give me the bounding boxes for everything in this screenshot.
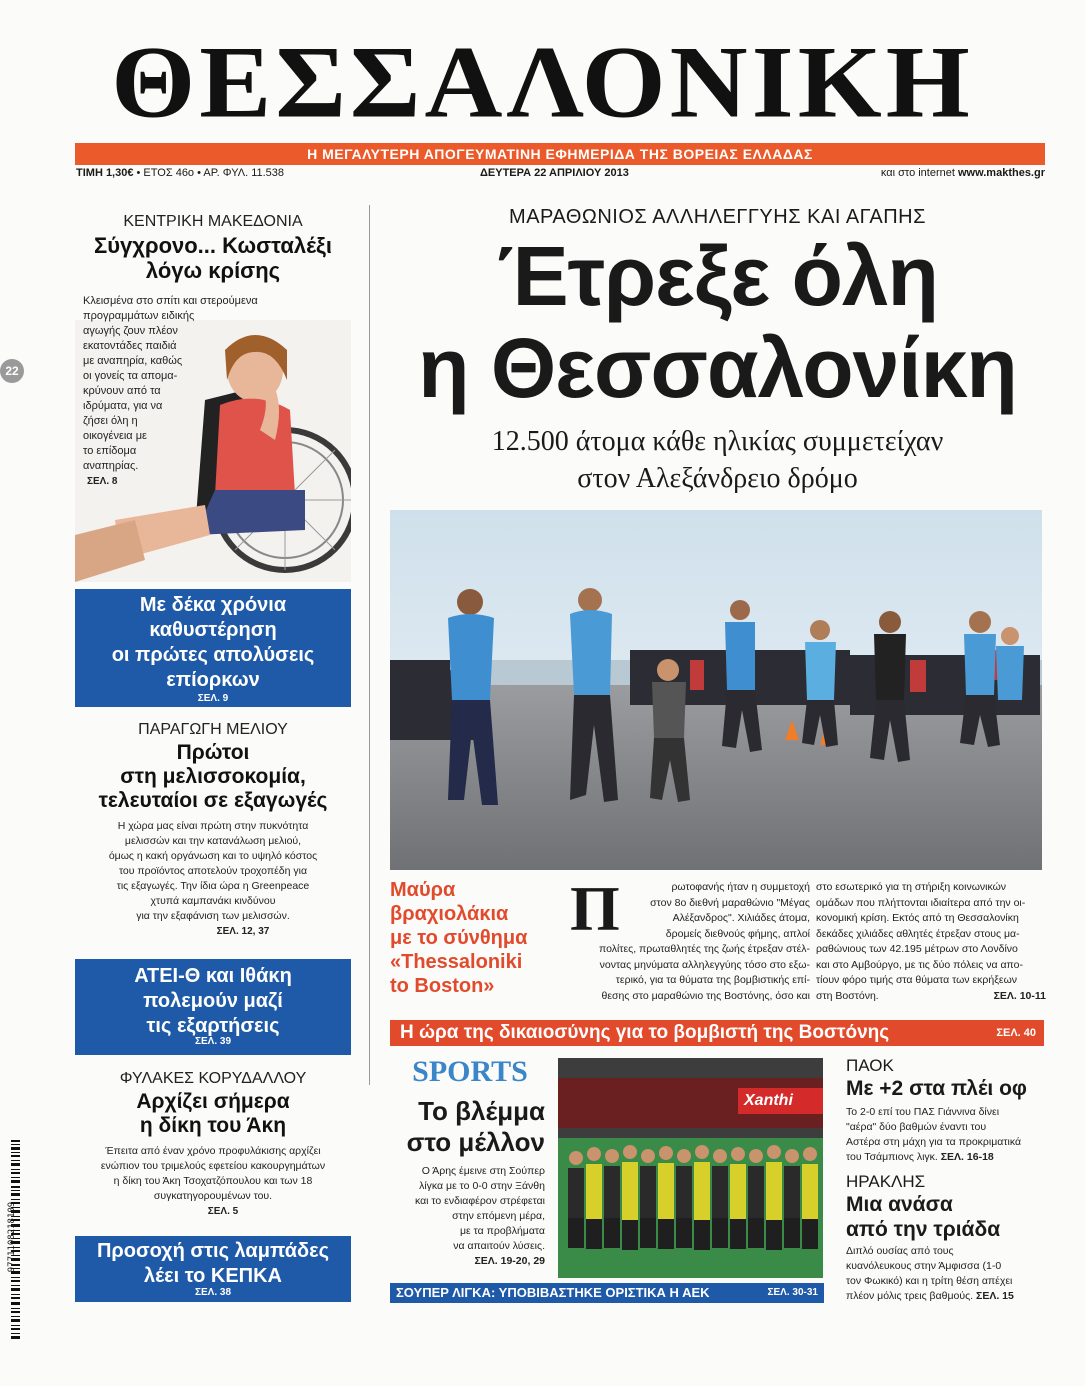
main-body-line: στη Βοστόνη. (816, 989, 879, 1002)
paok-body-last-line (846, 1150, 1046, 1165)
page-number-badge: 22 (0, 359, 24, 383)
box1-line: Με δέκα χρόνια (139, 594, 287, 616)
boston-bomber-headline: Η ώρα της δικαιοσύνης για το βομβιστή της Βοστόνης (400, 1022, 890, 1043)
main-body-line: τερικό, για τα θύματα της βομβιστικής επί- (615, 974, 810, 986)
story1-kicker: ΚΕΝΤΡΙΚΗ ΜΑΚΕΔΟΝΙΑ (123, 213, 303, 230)
story2-headline-line[interactable]: τελευταίοι σε εξαγωγές (98, 789, 328, 812)
story3-body-line: Έπειτα από έναν χρόνο προφυλάκισης αρχίζει (105, 1145, 321, 1157)
story3-body (75, 1144, 351, 1219)
box-epiorkoi[interactable] (75, 589, 351, 707)
box3-line: Προσοχή στις λαμπάδες (96, 1240, 330, 1262)
paok-page-ref[interactable]: ΣΕΛ. 16-18 (940, 1151, 994, 1163)
story1-body-line: αναπηρίας. (83, 460, 139, 472)
story1-body-line: με αναπηρία, καθώς (83, 355, 183, 367)
paok-body (846, 1105, 1046, 1165)
story1-headline-line2[interactable]: λόγω κρίσης (145, 258, 281, 283)
story2-body-line: όμως η κακή οργάνωση και το υψηλό κόστος (108, 850, 318, 862)
drop-cap: Π (570, 873, 620, 944)
sports-body (390, 1164, 545, 1269)
tagline-bar: Η ΜΕΓΑΛΥΤΕΡΗ ΑΠΟΓΕΥΜΑΤΙΝΗ ΕΦΗΜΕΡΙΔΑ ΤΗΣ ΒΟΡΕΙΑΣ ΕΛΛΑΔΑΣ (75, 143, 1045, 165)
box1-page-ref: ΣΕΛ. 9 (197, 693, 229, 704)
sports-logo: SPORTS (412, 1055, 528, 1088)
story2-headline-line[interactable]: στη μελισσοκομία, (120, 765, 306, 788)
story2-kicker: ΠΑΡΑΓΩΓΗ ΜΕΛΙΟΥ (138, 721, 288, 738)
website-prefix: και στο internet (880, 167, 958, 179)
iraklis-page-ref[interactable]: ΣΕΛ. 15 (976, 1290, 1014, 1302)
story1-body-line: οι γονείς τα απομα- (83, 370, 178, 382)
sports-body-line: λίγκα με το 0-0 στην Ξάνθη (419, 1180, 545, 1192)
price: ΤΙΜΗ 1,30€ (76, 167, 134, 179)
story3-page-ref[interactable]: ΣΕΛ. 5 (207, 1206, 239, 1217)
main-body-col1-text (570, 873, 810, 1004)
story3-body-line: ενώπιον του τριμελούς εφετείου κακουργημάτων (100, 1160, 326, 1172)
iraklis-body-line: πλέον μόλις τρεις βαθμούς. (846, 1290, 974, 1302)
aek-relegation-bar[interactable] (390, 1283, 824, 1303)
main-body-col2 (816, 880, 1046, 1004)
bracelets-headline-line: Μαύρα (390, 879, 456, 901)
story2-body-line: του προϊόντος αποτελούν τροχοπέδη για (118, 865, 308, 877)
iraklis-body-line: Διπλό ουσίας από τους (846, 1245, 954, 1257)
box3-line: λέει το ΚΕΠΚΑ (143, 1265, 282, 1287)
box-kepka[interactable] (75, 1236, 351, 1302)
marathon-runners-image (390, 510, 1042, 870)
iraklis-headline-line[interactable]: Μια ανάσα (846, 1193, 953, 1216)
story1-body-line: κρύνουν από τα (83, 385, 161, 397)
column-divider (369, 205, 370, 1085)
main-headline-line2[interactable]: η Θεσσαλονίκη (418, 321, 1017, 415)
story2-body-line: τις εξαγωγές. Την ίδια ώρα η Greenpeace (116, 880, 310, 892)
main-page-ref[interactable]: ΣΕΛ. 10-11 (993, 989, 1046, 1002)
website-info (881, 166, 1045, 180)
story1-body-line: το επίδομα (83, 445, 137, 457)
paok-body-line: Το 2-0 επί του ΠΑΣ Γιάννινα δίνει (846, 1106, 1000, 1118)
story3-body-line: η δίκη του Άκη Τσοχατζόπουλου και των 18 (113, 1175, 313, 1187)
main-body-line: θεσης στο μαραθώνιο της Βοστόνης, όσο και (601, 989, 810, 1002)
box2-page-ref: ΣΕΛ. 39 (194, 1036, 232, 1047)
story1-body-line: ιδρύματα, για να (83, 400, 163, 412)
sports-body-line: με τα προβλήματα (459, 1225, 545, 1237)
boston-bomber-page-ref: ΣΕΛ. 40 (996, 1027, 1036, 1039)
main-body-line: στο εσωτερικό για τη στήριξη κοινωνικών (816, 881, 1007, 893)
main-body-line: δρομείς διεθνούς φήμης, απλοί (665, 927, 810, 940)
story1-body-line: ζήσει όλη η (83, 415, 138, 427)
main-body-col1 (570, 873, 810, 1006)
sports-body-line: Ο Άρης έμεινε στη Σούπερ (421, 1165, 545, 1177)
box1-line: επίορκων (166, 669, 260, 691)
main-body-line: και στο Αμβούργο, με τις δύο πόλεις να απο- (816, 958, 1023, 971)
story1-body (83, 294, 283, 489)
main-body-line: κονομική κρίση. Εκτός από τη Θεσσαλονίκη (816, 912, 1019, 924)
story1-headline-line1[interactable]: Σύγχρονο... Κωσταλέξι (94, 233, 332, 258)
story1-body-line: οικογένεια με (83, 430, 147, 442)
story1-body-line: εκατοντάδες παιδιά (83, 340, 177, 352)
main-kicker: ΜΑΡΑΘΩΝΙΟΣ ΑΛΛΗΛΕΓΓΥΗΣ ΚΑΙ ΑΓΑΠΗΣ (509, 206, 926, 228)
issue-info (76, 166, 284, 180)
iraklis-kicker: ΗΡΑΚΛΗΣ (846, 1172, 926, 1191)
issue-number: • ΕΤΟΣ 46ο • ΑΡ. ΦΥΛ. 11.538 (133, 167, 285, 179)
bracelets-headline-line: βραχιολάκια (390, 903, 509, 925)
story2-page-ref[interactable]: ΣΕΛ. 12, 37 (216, 926, 270, 937)
box2-line: πολεμούν μαζί (143, 990, 283, 1012)
iraklis-body-line: τον Φωκικό) και η τρίτη θέση απέχει (846, 1275, 1013, 1287)
box1-line: οι πρώτες απολύσεις (111, 644, 315, 666)
story3-kicker: ΦΥΛΑΚΕΣ ΚΟΡΥΔΑΛΛΟΥ (119, 1070, 307, 1087)
box3-page-ref: ΣΕΛ. 38 (194, 1287, 232, 1298)
main-body-line: Αλέξανδρος". Χιλιάδες άτομα, (672, 912, 810, 924)
main-body-line: πολίτες, πρωταθλητές της ζωής έτρεξαν στέλ- (598, 943, 810, 955)
main-body-line: ραθώνιους των 42.195 μέτρων στο Λονδίνο (816, 943, 1018, 955)
main-body-last-line (816, 989, 1046, 1005)
team-photo (558, 1058, 823, 1278)
paok-kicker: ΠΑΟΚ (846, 1056, 894, 1075)
boston-bomber-bar[interactable] (390, 1020, 1044, 1046)
main-body-line: δεκάδες χιλιάδες αθλητές έτρεξαν στους μα- (816, 927, 1020, 940)
sports-headline[interactable] (390, 1096, 545, 1158)
sports-body-line: και το ενδιαφέρον στρέφεται (414, 1195, 545, 1207)
paok-body-line: του Τσάμπιονς λιγκ. (846, 1151, 938, 1163)
main-body-line: στον 8ο διεθνή μαραθώνιο "Μέγας (650, 896, 810, 909)
barcode-number: 9771108218109 (7, 1201, 17, 1273)
aek-relegation-page-ref: ΣΕΛ. 30-31 (767, 1287, 818, 1298)
bracelets-headline-line: to Boston» (390, 975, 495, 997)
story1-body-line: Κλεισμένα στο σπίτι και στερούμενα (83, 295, 258, 307)
box1-line: καθυστέρηση (149, 619, 277, 641)
iraklis-story (846, 1172, 1046, 1304)
iraklis-body-last-line (846, 1289, 1046, 1304)
bracelets-headline-line: με το σύνθημα (390, 927, 528, 949)
main-headline-line1[interactable]: Έτρεξε όλη (497, 229, 938, 323)
main-body-line: ομάδων που πλήττονται ιδιαίτερα από την οι- (816, 896, 1026, 909)
story3-body-line: συγκατηγορουμένων του. (153, 1190, 273, 1202)
story2-body-line: χτυπά καμπανάκι κινδύνου (150, 895, 276, 907)
paok-story (846, 1056, 1046, 1165)
stadium-sign: Xanthi (744, 1092, 793, 1109)
website-url[interactable]: www.makthes.gr (957, 167, 1045, 179)
story3-headline-line[interactable]: Αρχίζει σήμερα (136, 1090, 290, 1113)
barcode (2, 1140, 22, 1340)
bracelets-headline-line: «Thessaloniki (390, 951, 523, 973)
aek-relegation-headline: ΣΟΥΠΕΡ ΛΙΓΚΑ: ΥΠΟΒΙΒΑΣΤΗΚΕ ΟΡΙΣΤΙΚΑ Η ΑΕΚ (396, 1285, 710, 1300)
sports-body-line: να απαιτούν λύσεις. (453, 1240, 545, 1252)
box2-line: τις εξαρτήσεις (146, 1015, 280, 1037)
story1-page-ref[interactable]: ΣΕΛ. 8 (87, 476, 118, 487)
story3-headline-line[interactable]: η δίκη του Άκη (139, 1114, 287, 1137)
story1-body-line: αγωγής ζουν πλέον (83, 325, 178, 337)
bracelets-headline[interactable] (390, 878, 560, 998)
main-body-line: ρωτοφανής ήταν η συμμετοχή (671, 881, 810, 893)
story1-body-line: προγραμμάτων ειδικής (83, 310, 195, 322)
sports-headline-line: Το βλέμμα (418, 1096, 545, 1126)
paok-body-line: Αστέρα στη μάχη για τα προκριματικά (846, 1136, 1022, 1148)
main-body-line: τίουν φόρο τιμής στα θύματα των εκρήξεων (816, 974, 1018, 986)
story2-body-line: για την εξαφάνιση των μελισσών. (136, 910, 290, 922)
main-subhead-line2: στον Αλεξάνδρειο δρόμο (577, 463, 858, 494)
story-meli (75, 720, 351, 939)
main-subhead-line1: 12.500 άτομα κάθε ηλικίας συμμετείχαν (491, 426, 944, 457)
story2-headline-line[interactable]: Πρώτοι (176, 741, 250, 764)
marathon-photo (390, 510, 1042, 870)
sports-body-line: στην επόμενη μέρα, (452, 1210, 545, 1222)
story-korydallos (75, 1069, 351, 1219)
iraklis-body (846, 1244, 1046, 1304)
issue-date: ΔΕΥΤΕΡΑ 22 ΑΠΡΙΛΙΟΥ 2013 (480, 167, 629, 179)
box-atei[interactable] (75, 959, 351, 1055)
iraklis-headline-line[interactable]: από την τριάδα (846, 1218, 1001, 1241)
main-body-line: νοντας μηνύματα αλληλεγγύης τόσο στο εξω- (599, 958, 810, 971)
story-kentriki-makedonia (75, 210, 351, 582)
newspaper-title: ΘΕΣΣΑΛΟΝΙΚΗ (111, 26, 974, 140)
sports-headline-line: στο μέλλον (406, 1127, 545, 1157)
box2-line: ΑΤΕΙ-Θ και Ιθάκη (134, 965, 292, 987)
sports-page-ref[interactable]: ΣΕΛ. 19-20, 29 (474, 1255, 545, 1267)
story2-body-line: μελισσών και την κατανάλωση μελιού, (124, 835, 302, 847)
paok-headline[interactable]: Με +2 στα πλέι οφ (846, 1077, 1027, 1100)
story2-body-line: Η χώρα μας είναι πρώτη στην πυκνότητα (117, 820, 309, 832)
paok-body-line: "αέρα" δύο βαθμών έναντι του (846, 1121, 987, 1133)
iraklis-body-line: κυανόλευκους στην Άμφισσα (1-0 (846, 1260, 1002, 1272)
story2-body (75, 819, 351, 939)
